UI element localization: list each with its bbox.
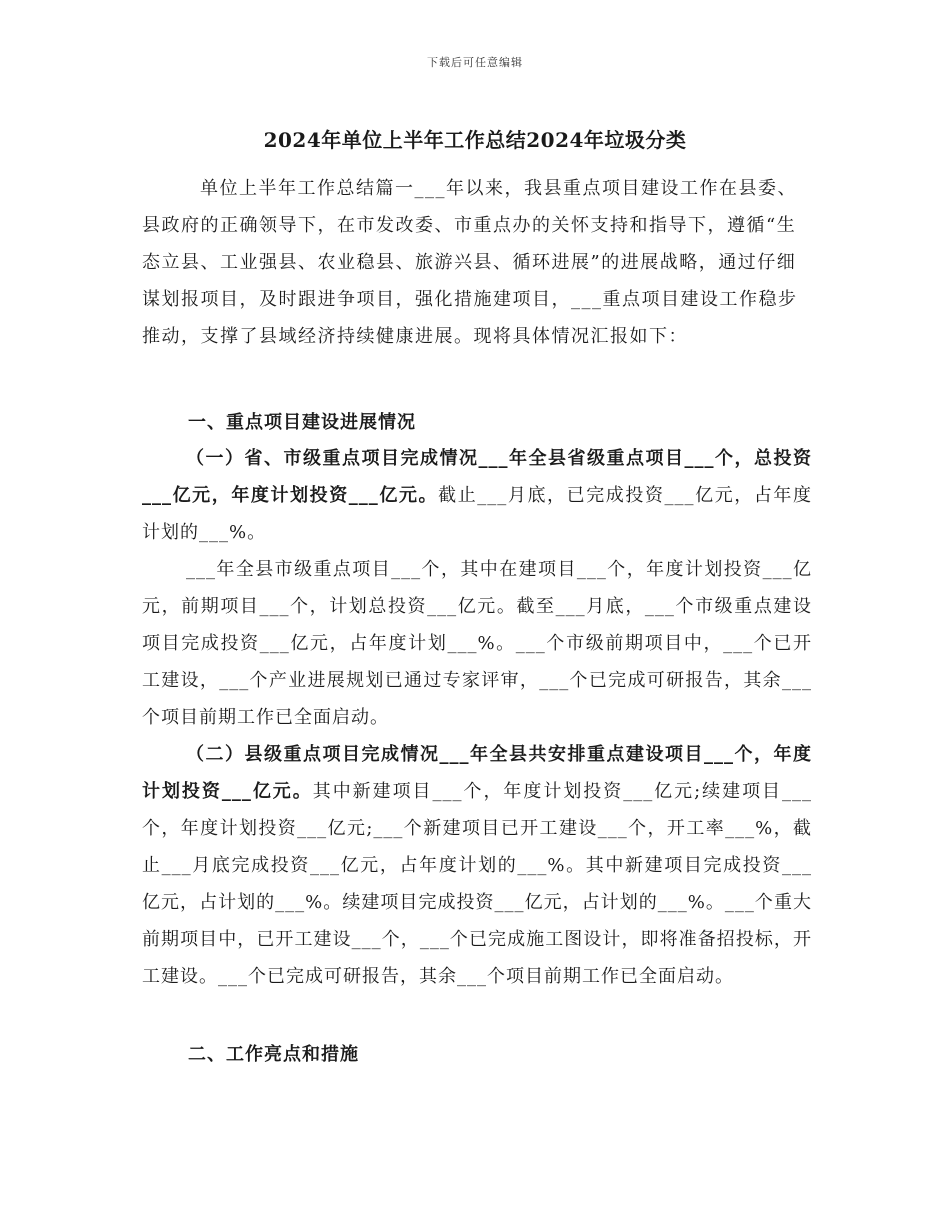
section-heading-1: 一、重点项目建设进展情况 [188,412,416,433]
city-projects-paragraph: ___年全县市级重点项目___个，其中在建项目___个，年度计划投资___亿元，前期项目___个，计划总投资___亿元。截至___月底，___个市级重点建设项目完成投资___亿元，占年度计划___%。___个市级前期项目中，___个已开工建设，___个产业进展规划已通过专家评审，___个已完成可研报告，其余___个项目前期工作已全面启动。 [142,559,812,728]
page-header-note: 下载后可任意编辑 [427,56,523,69]
intro-paragraph: 单位上半年工作总结篇一___年以来，我县重点项目建设工作在县委、县政府的正确领导下，在市发改委、市重点办的关怀支持和指导下，遵循“生态立县、工业强县、农业稳县、旅游兴县、循环进展”的进展战略，通过仔细谋划报项目，及时跟进争项目，强化措施建项目，___重点项目建设工作稳步推动，支撑了县域经济持续健康进展。现将具体情况汇报如下： [142,178,798,347]
subsection-1-paragraph [142,440,812,551]
section-heading-2: 二、工作亮点和措施 [188,1044,359,1065]
document-title: 2024年单位上半年工作总结2024年垃圾分类 [263,128,687,152]
subsection-2-text: 其中新建项目___个，年度计划投资___亿元;续建项目___个，年度计划投资___亿元;___个新建项目已开工建设___个，开工率___%，截止___月底完成投资___亿元，占年度计划的___%。其中新建项目完成投资___亿元，占计划的___%。续建项目完成投资___亿元，占计划的___%。___个重大前期项目中，已开工建设___个，___个已完成施工图设计，即将准备招投标，开工建设。___个已完成可研报告，其余___个项目前期工作已全面启动。 [142,781,813,987]
subsection-2-paragraph [142,736,812,995]
subsection-2-heading: （二）县级重点项目完成情况___年全县共安排重点建设项目___个，年度计划投资___亿元。 [142,744,812,802]
subsection-1-text: 截止___月底，已完成投资___亿元，占年度计划的___%。 [142,485,813,543]
subsection-1-heading: （一）省、市级重点项目完成情况___年全县省级重点项目___个，总投资___亿元，年度计划投资___亿元。 [142,448,812,506]
